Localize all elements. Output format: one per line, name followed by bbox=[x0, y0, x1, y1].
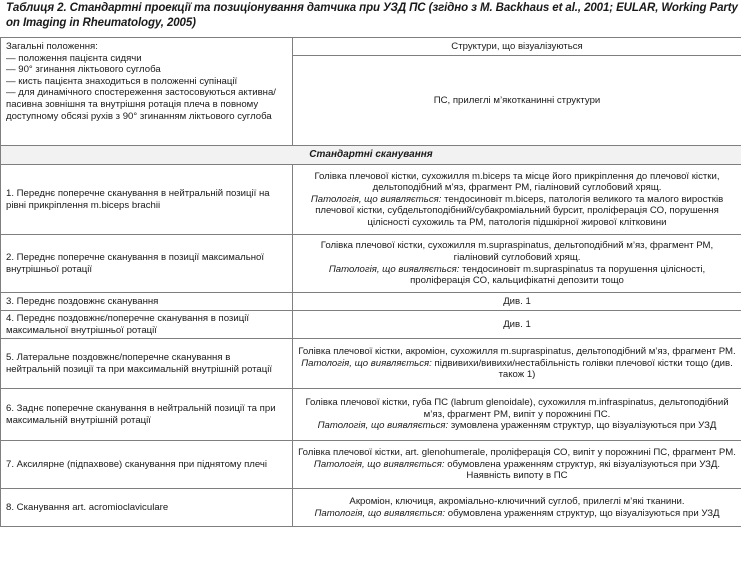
section-row bbox=[1, 146, 741, 165]
structures-text: Див. 1 bbox=[503, 295, 531, 307]
structures-header: Структури, що візуалізуються bbox=[293, 38, 741, 56]
general-structures-cell: ПС, прилеглі м’якотканинні структури bbox=[293, 56, 741, 146]
table-row bbox=[1, 38, 741, 56]
pathology-text: зумовлена ураженням структур, що візуалізуються при УЗД bbox=[448, 420, 717, 432]
table-row bbox=[1, 441, 741, 489]
general-provisions-cell bbox=[1, 38, 293, 146]
scan-structures-cell bbox=[293, 441, 741, 489]
pathology-label: Патологія, що виявляється: bbox=[313, 458, 445, 470]
scan-name-cell: 2. Переднє поперечне сканування в позиції максимальної внутрішньої ротації bbox=[1, 235, 293, 293]
pathology-text: підвивихи/вивихи/нестабільність голівки плечової кістки тощо (див. також 1) bbox=[431, 357, 733, 381]
table-row bbox=[1, 389, 741, 441]
pathology-label: Патологія, що виявляється: bbox=[314, 507, 446, 519]
pathology-text: тендосиновіт m.supraspinatus та порушення цілісності, проліферація СО, кальцифікатні депозити тощо bbox=[410, 263, 706, 287]
scan-name-cell: 8. Сканування art. acromioclaviculare bbox=[1, 489, 293, 527]
structures-text: Голівка плечової кістки, сухожилля m.supraspinatus, дельтоподібний м’яз, фрагмент РМ, гіаліновий суглобовий хрящ. bbox=[320, 240, 714, 263]
structures-text: Голівка плечової кістки, губа ПС (labrum glenoidale), сухожилля m.infraspinatus, дельтоподібний м’яз, фрагмент РМ, випіт у порожнині ПС. bbox=[305, 397, 729, 420]
table-row bbox=[1, 235, 741, 293]
general-line: — 90° згинання ліктьового суглоба bbox=[6, 64, 161, 76]
table-row bbox=[1, 293, 741, 311]
scan-name-cell: 6. Заднє поперечне сканування в нейтральній позиції та при максимальній внутрішній ротації bbox=[1, 389, 293, 441]
scan-rows bbox=[1, 165, 741, 527]
scan-name-cell: 7. Аксилярне (підпахвове) сканування при піднятому плечі bbox=[1, 441, 293, 489]
structures-text: Голівка плечової кістки, сухожилля m.biceps та місце його прикріплення до плечової кістки, дельтоподібний м’яз, фрагмент РМ, гіаліновий суглобовий хрящ. bbox=[314, 170, 720, 194]
structures-text: Див. 1 bbox=[503, 318, 531, 330]
table-caption: Таблиця 2. Стандартні проекції та позиціонування датчика при УЗД ПС (згідно з M. Backhaus et al., 2001; EULAR, Working Party on Imaging in Rheumatology, 2005) bbox=[6, 2, 738, 29]
general-line: Загальні положення: bbox=[6, 41, 98, 52]
structures-text: Голівка плечової кістки, акроміон, сухожилля m.supraspinatus, дельтоподібний м’яз, фрагмент РМ. bbox=[298, 346, 736, 358]
scan-name-cell: 3. Переднє поздовжнє сканування bbox=[1, 293, 293, 311]
scan-name-cell: 4. Переднє поздовжнє/поперечне сканування в позиції максимальної внутрішньої ротації bbox=[1, 311, 293, 339]
structures-text: Голівка плечової кістки, art. glenohumerale, проліферація СО, випіт у порожнині ПС, фрагмент РМ. bbox=[298, 447, 736, 459]
scan-table bbox=[0, 37, 741, 527]
pathology-label: Патологія, що виявляється: bbox=[310, 193, 442, 205]
table-row bbox=[1, 165, 741, 235]
pathology-text: обумовлена ураженням структур, які візуалізуються при УЗД. Наявність випоту в ПС bbox=[444, 458, 721, 482]
structures-text: Акроміон, ключиця, акроміально-ключичний суглоб, прилеглі м’які тканини. bbox=[349, 495, 685, 507]
scan-structures-cell bbox=[293, 489, 741, 527]
pathology-label: Патологія, що виявляється: bbox=[328, 263, 460, 275]
scan-structures-cell bbox=[293, 311, 741, 339]
general-line: — для динамічного спостереження застосовуються активна/пасивна зовнішня та внутрішня ротація плеча в повному доступному обсязі рухів з 90° згинанням ліктьового суглоба bbox=[6, 87, 276, 122]
pathology-text: обумовлена ураженням структур, що візуалізуються при УЗД bbox=[445, 507, 720, 519]
table-row bbox=[1, 339, 741, 389]
table-row bbox=[1, 311, 741, 339]
pathology-label: Патологія, що виявляється: bbox=[301, 357, 432, 369]
scan-structures-cell bbox=[293, 339, 741, 389]
pathology-text: тендосиновіт m.biceps, патологія великого та малого виростків плечової кістки, субдельтоподібний/субакроміальний бурсит, проліферація СО, порушення цілісності сухожиль та РМ, патологія підшкірної жирової клітковини bbox=[315, 193, 724, 228]
scan-name-cell: 5. Латеральне поздовжнє/поперечне сканування в нейтральній позиції та при максимальній внутрішній ротації bbox=[1, 339, 293, 389]
scan-structures-cell bbox=[293, 165, 741, 235]
general-line: — положення пацієнта сидячи bbox=[6, 52, 142, 64]
pathology-label: Патологія, що виявляється: bbox=[317, 420, 449, 432]
scan-name-cell: 1. Переднє поперечне сканування в нейтральній позиції на рівні прикріплення m.biceps brachii bbox=[1, 165, 293, 235]
general-line: — кисть пацієнта знаходиться в положенні супінації bbox=[6, 75, 238, 87]
scan-structures-cell bbox=[293, 389, 741, 441]
section-title: Стандартні сканування bbox=[1, 146, 741, 165]
table-row bbox=[1, 489, 741, 527]
scan-structures-cell bbox=[293, 293, 741, 311]
scan-structures-cell bbox=[293, 235, 741, 293]
